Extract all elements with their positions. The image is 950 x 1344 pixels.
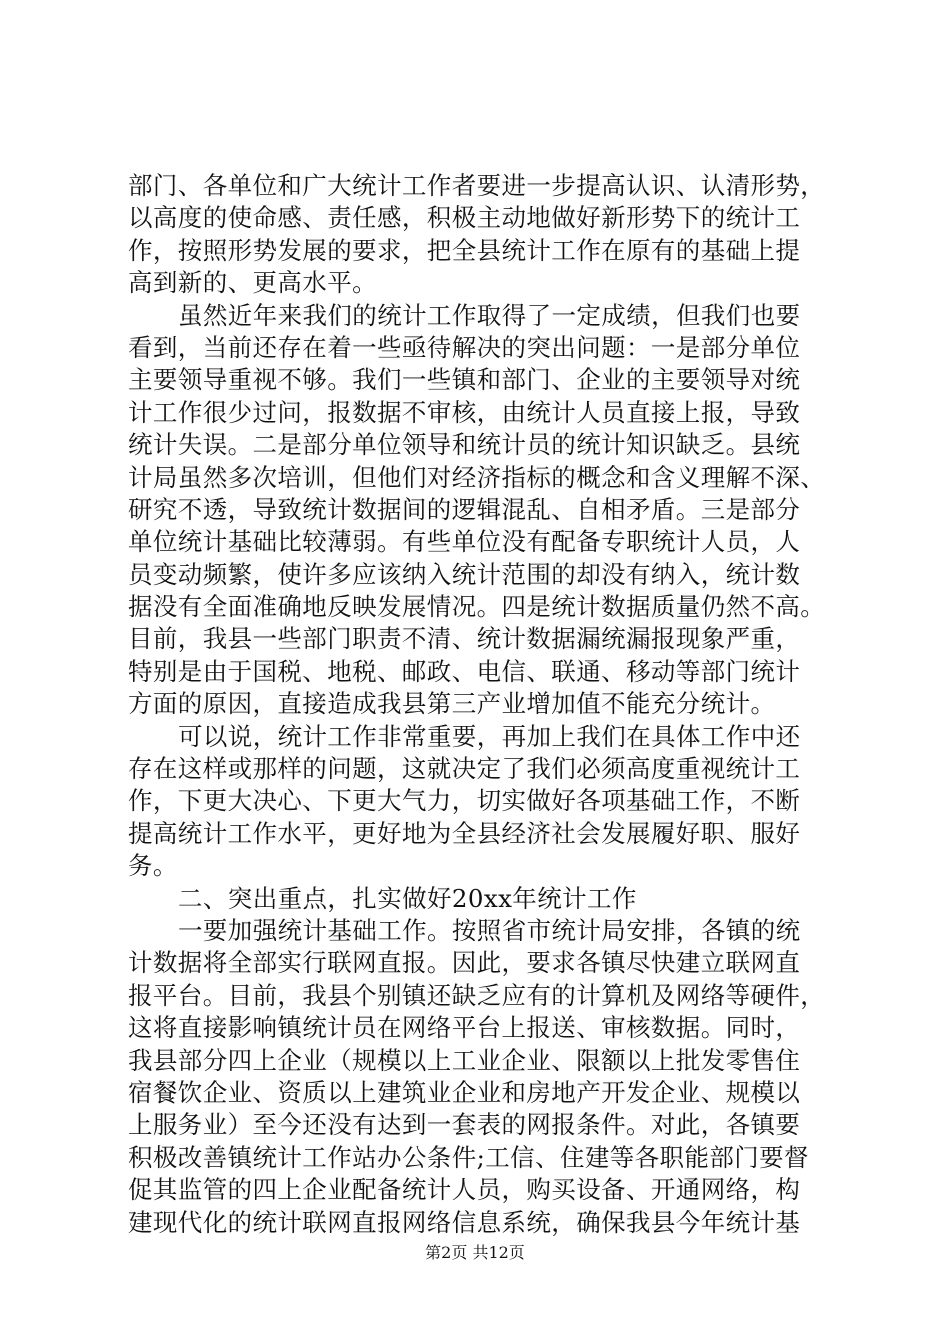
text-line: 高到新的、更高水平。	[128, 268, 377, 298]
text-line: 计工作很少过问，报数据不审核，由统计人员直接上报，导致	[128, 397, 801, 427]
text-line: 可以说，统计工作非常重要，再加上我们在具体工作中还	[178, 721, 801, 751]
text-line: 计数据将全部实行联网直报。因此，要求各镇尽快建立联网直	[128, 948, 801, 978]
text-line: 一要加强统计基础工作。按照省市统计局安排，各镇的统	[178, 915, 801, 945]
text-line: 看到，当前还存在着一些亟待解决的突出问题：一是部分单位	[128, 332, 801, 362]
text-line: 务。	[128, 851, 178, 881]
text-line: 特别是由于国税、地税、邮政、电信、联通、移动等部门统计	[128, 656, 801, 686]
text-line: 宿餐饮企业、资质以上建筑业企业和房地产开发企业、规模以	[128, 1077, 801, 1107]
text-line: 统计失误。二是部分单位领导和统计员的统计知识缺乏。县统	[128, 430, 801, 460]
text-line: 虽然近年来我们的统计工作取得了一定成绩，但我们也要	[178, 300, 801, 330]
text-line: 存在这样或那样的问题，这就决定了我们必须高度重视统计工	[128, 754, 801, 784]
text-line: 目前，我县一些部门职责不清、统计数据漏统漏报现象严重，	[128, 624, 801, 654]
text-line: 作，按照形势发展的要求，把全县统计工作在原有的基础上提	[128, 235, 801, 265]
text-line: 部门、各单位和广大统计工作者要进一步提高认识、认清形势，	[128, 171, 826, 200]
text-line: 报平台。目前，我县个别镇还缺乏应有的计算机及网络等硬件，	[128, 980, 826, 1010]
text-line: 积极改善镇统计工作站办公条件;工信、住建等各职能部门要督	[128, 1142, 809, 1172]
section-heading: 二、突出重点，扎实做好20xx年统计工作	[178, 883, 637, 913]
document-body	[128, 170, 828, 1239]
text-line: 我县部分四上企业（规模以上工业企业、限额以上批发零售住	[128, 1045, 801, 1075]
text-line: 方面的原因，直接造成我县第三产业增加值不能充分统计。	[128, 689, 776, 719]
text-line: 以高度的使命感、责任感，积极主动地做好新形势下的统计工	[128, 203, 801, 233]
text-line: 建现代化的统计联网直报网络信息系统，确保我县今年统计基	[128, 1207, 801, 1237]
text-line: 主要领导重视不够。我们一些镇和部门、企业的主要领导对统	[128, 365, 801, 395]
text-line: 这将直接影响镇统计员在网络平台上报送、审核数据。同时，	[128, 1013, 801, 1043]
text-line: 促其监管的四上企业配备统计人员，购买设备、开通网络，构	[128, 1175, 801, 1205]
text-line: 单位统计基础比较薄弱。有些单位没有配备专职统计人员，人	[128, 527, 801, 557]
text-line: 研究不透，导致统计数据间的逻辑混乱、自相矛盾。三是部分	[128, 494, 801, 524]
text-line: 作，下更大决心、下更大气力，切实做好各项基础工作，不断	[128, 786, 801, 816]
page-footer	[0, 1243, 950, 1263]
text-line: 提高统计工作水平，更好地为全县经济社会发展履好职、服好	[128, 818, 801, 848]
text-line: 员变动频繁，使许多应该纳入统计范围的却没有纳入，统计数	[128, 559, 801, 589]
text-line: 据没有全面准确地反映发展情况。四是统计数据质量仍然不高。	[128, 592, 826, 622]
text-line: 上服务业）至今还没有达到一套表的网报条件。对此，各镇要	[128, 1110, 801, 1140]
text-line: 计局虽然多次培训，但他们对经济指标的概念和含义理解不深、	[128, 462, 826, 492]
page-number: 第2页 共12页	[425, 1243, 525, 1262]
paragraph-text	[128, 170, 828, 1239]
